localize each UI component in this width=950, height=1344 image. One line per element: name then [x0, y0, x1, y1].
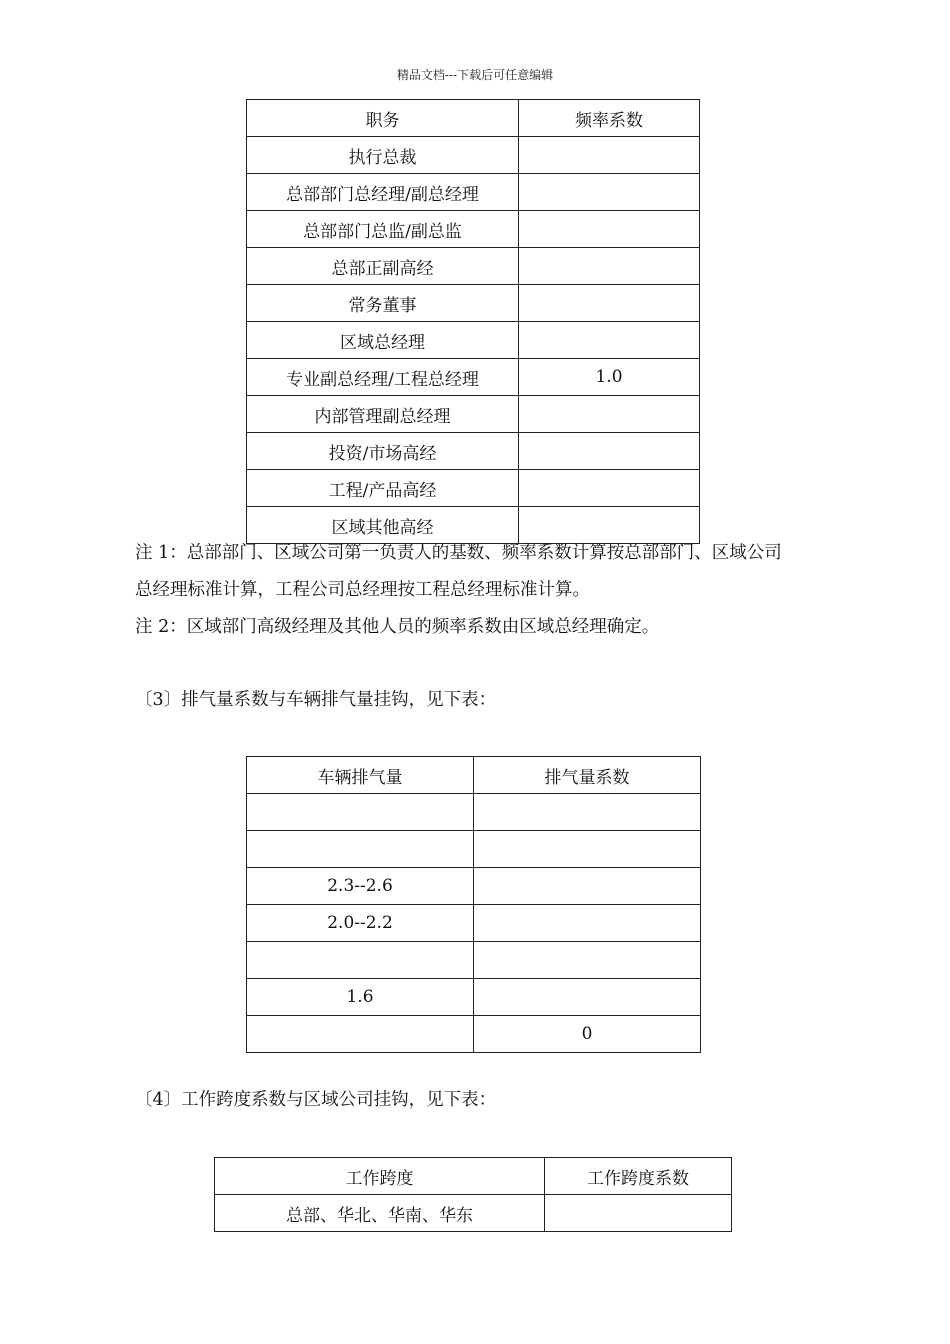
table-cell — [519, 433, 700, 470]
note-1-line-2: 总经理标准计算，工程公司总经理按工程总经理标准计算。 — [135, 580, 590, 600]
table-cell — [247, 1016, 474, 1053]
table-cell: 总部部门总监/副总监 — [247, 211, 519, 248]
table-row — [247, 979, 701, 1016]
table-row — [247, 211, 700, 248]
table-cell — [519, 285, 700, 322]
table-cell: 1.6 — [247, 979, 474, 1016]
table-cell — [474, 979, 701, 1016]
table-row — [247, 248, 700, 285]
table-row — [247, 137, 700, 174]
table-cell: 2.0--2.2 — [247, 905, 474, 942]
table-cell — [519, 470, 700, 507]
table-header-row — [247, 100, 700, 137]
section-4-heading: 〔4〕工作跨度系数与区域公司挂钩，见下表： — [135, 1090, 497, 1110]
table-cell — [519, 248, 700, 285]
table-row — [247, 359, 700, 396]
column-header-work-span-coefficient: 工作跨度系数 — [545, 1158, 732, 1195]
table-cell: 0 — [474, 1016, 701, 1053]
table-row — [247, 322, 700, 359]
table-cell: 总部正副高经 — [247, 248, 519, 285]
table-cell — [247, 942, 474, 979]
table-cell — [474, 794, 701, 831]
table-row — [215, 1195, 732, 1232]
table-row — [247, 794, 701, 831]
table-cell — [519, 322, 700, 359]
table-row — [247, 905, 701, 942]
table-row — [247, 396, 700, 433]
table-cell: 投资/市场高经 — [247, 433, 519, 470]
table-cell: 内部管理副总经理 — [247, 396, 519, 433]
column-header-duty: 职务 — [247, 100, 519, 137]
duty-frequency-table — [246, 99, 700, 544]
table-cell — [474, 831, 701, 868]
table-row — [247, 433, 700, 470]
column-header-displacement: 车辆排气量 — [247, 757, 474, 794]
table-cell — [545, 1195, 732, 1232]
table-cell — [247, 794, 474, 831]
table-cell: 总部部门总经理/副总经理 — [247, 174, 519, 211]
column-header-frequency: 频率系数 — [519, 100, 700, 137]
table-cell: 工程/产品高经 — [247, 470, 519, 507]
table-cell: 执行总裁 — [247, 137, 519, 174]
table-cell: 常务董事 — [247, 285, 519, 322]
table-cell: 1.0 — [519, 359, 700, 396]
table-cell — [519, 211, 700, 248]
table-row — [247, 285, 700, 322]
table-header-row — [215, 1158, 732, 1195]
displacement-coefficient-table — [246, 756, 701, 1053]
table-header-row — [247, 757, 701, 794]
table-cell — [519, 174, 700, 211]
table-cell: 专业副总经理/工程总经理 — [247, 359, 519, 396]
section-3-heading: 〔3〕排气量系数与车辆排气量挂钩，见下表： — [135, 690, 497, 710]
table-row — [247, 942, 701, 979]
column-header-displacement-coefficient: 排气量系数 — [474, 757, 701, 794]
work-span-coefficient-table — [214, 1157, 732, 1232]
note-1-line-1: 注 1：总部部门、区域公司第一负责人的基数、频率系数计算按总部部门、区域公司 — [135, 543, 782, 563]
document-header-note: 精品文档---下载后可任意编辑 — [396, 68, 554, 82]
table-cell: 2.3--2.6 — [247, 868, 474, 905]
table-cell — [519, 137, 700, 174]
table-row — [247, 470, 700, 507]
table-cell — [519, 396, 700, 433]
table-row — [247, 831, 701, 868]
table-cell — [474, 905, 701, 942]
table-row — [247, 1016, 701, 1053]
table-cell: 区域其他高经 — [247, 507, 519, 544]
table-cell — [474, 942, 701, 979]
note-2: 注 2：区域部门高级经理及其他人员的频率系数由区域总经理确定。 — [135, 617, 660, 637]
column-header-work-span: 工作跨度 — [215, 1158, 545, 1195]
table-cell — [474, 868, 701, 905]
table-cell: 总部、华北、华南、华东 — [215, 1195, 545, 1232]
table-row — [247, 868, 701, 905]
table-cell — [247, 831, 474, 868]
table-row — [247, 174, 700, 211]
table-cell: 区域总经理 — [247, 322, 519, 359]
